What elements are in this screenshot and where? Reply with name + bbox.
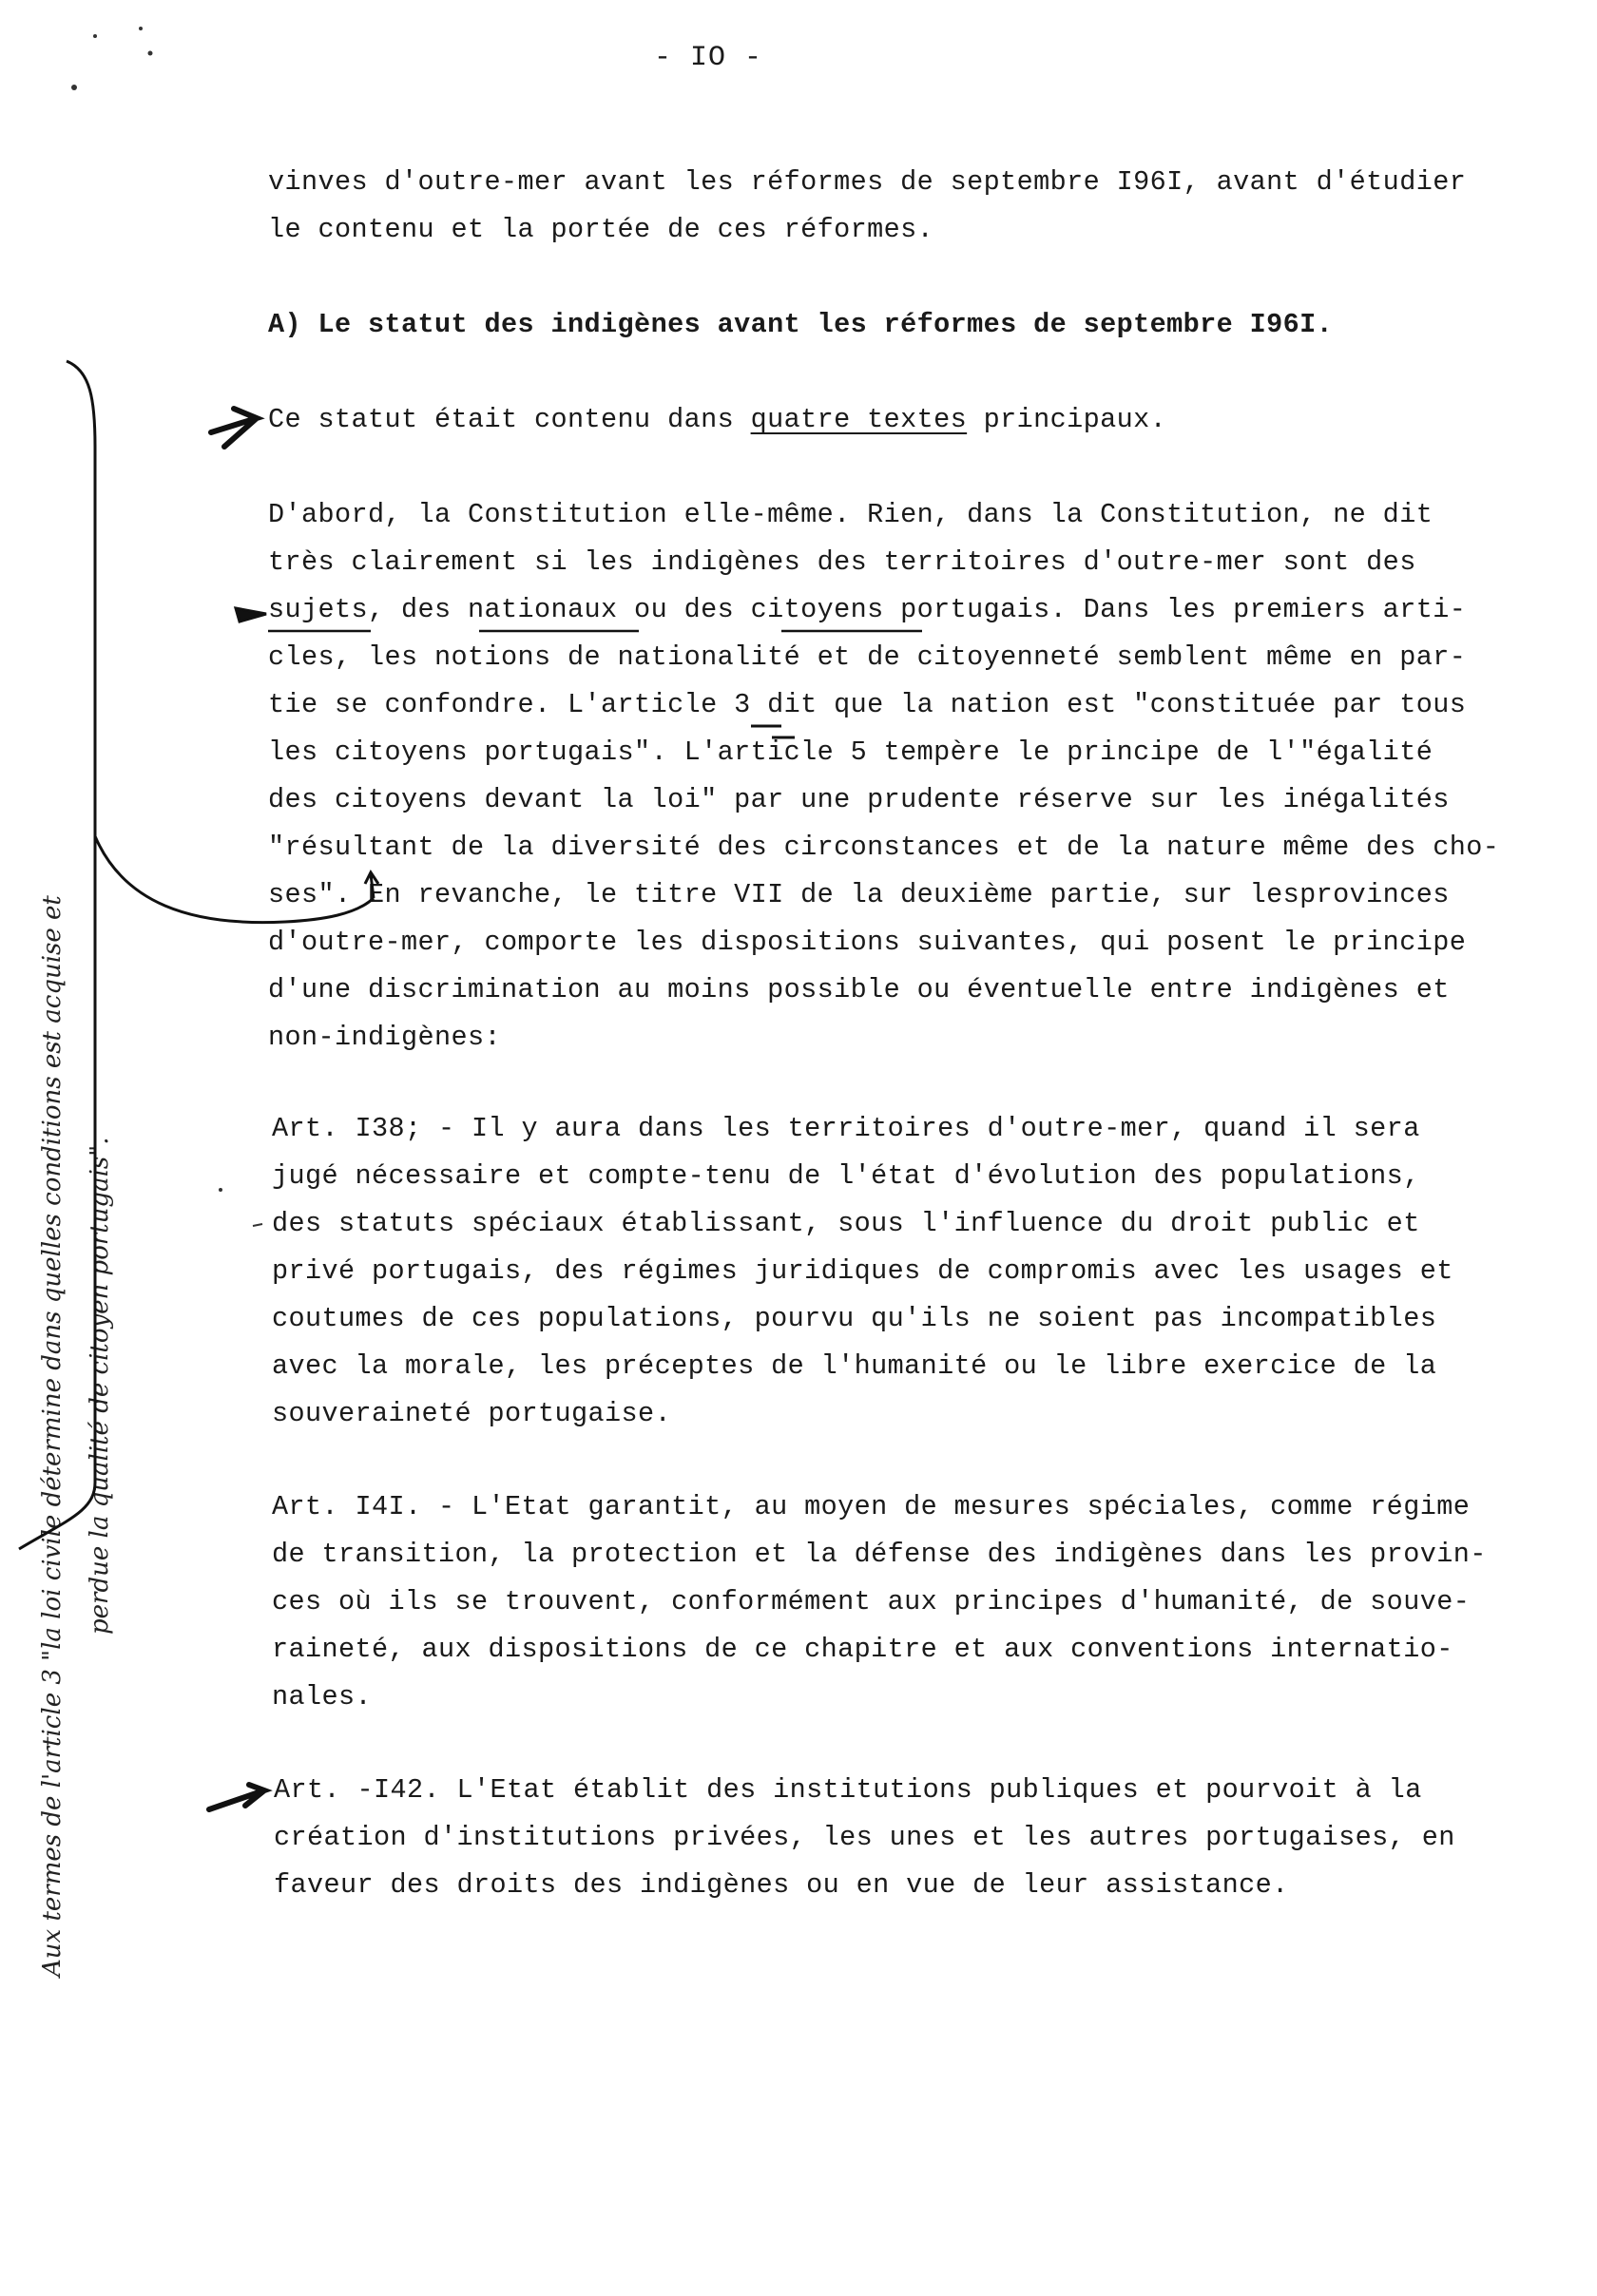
constitution-line: D'abord, la Constitution elle-même. Rien, dans la Constitution, ne dit (268, 499, 1433, 530)
margin-annotation-line-2: perdue la qualité de citoyen portugais". (86, 1137, 114, 1635)
article-142-line: Art. -I42. L'Etat établit des institutions publiques et pourvoit à la (274, 1774, 1422, 1806)
article-138-line: jugé nécessaire et compte-tenu de l'état d'évolution des populations, (272, 1160, 1420, 1192)
article-141-line: de transition, la protection et la défense des indigènes dans les provin- (272, 1539, 1487, 1570)
margin-bracket (19, 361, 95, 1549)
intro-line-2: le contenu et la portée de ces réformes. (268, 214, 934, 245)
statut-line-underlined: quatre textes (750, 404, 968, 435)
stray-mark (71, 85, 77, 90)
constitution-line: d'une discrimination au moins possible ou éventuelle entre indigènes et (268, 974, 1450, 1005)
constitution-line: cles, les notions de nationalité et de citoyenneté semblent même en par- (268, 641, 1467, 673)
constitution-line: d'outre-mer, comporte les dispositions suivantes, qui posent le principe (268, 927, 1467, 958)
stray-mark (253, 1224, 262, 1226)
constitution-line: ses". En revanche, le titre VII de la deuxième partie, sur lesprovinces (268, 879, 1450, 910)
connector-line (95, 836, 374, 923)
constitution-line: les citoyens portugais". L'article 5 tempère le principe de l'"égalité (268, 737, 1433, 768)
article-141-line: nales. (272, 1681, 373, 1712)
constitution-line: très clairement si les indigènes des territoires d'outre-mer sont des (268, 546, 1416, 578)
page-number: - IO - (653, 42, 763, 74)
stray-mark (148, 51, 153, 56)
arrow-icon (209, 1785, 264, 1809)
article-138-line: coutumes de ces populations, pourvu qu'ils ne soient pas incompatibles (272, 1303, 1437, 1334)
connector-arrowhead (365, 872, 378, 898)
margin-annotation-line-1: Aux termes de l'article 3 "la loi civile détermine dans quelles conditions est acquise et (38, 895, 67, 1977)
article-142-line: faveur des droits des indigènes ou en vue de leur assistance. (274, 1869, 1289, 1901)
article-141-line: ces où ils se trouvent, conformément aux principes d'humanité, de souve- (272, 1586, 1471, 1617)
statut-line-after: principaux. (967, 404, 1167, 435)
article-138-line: privé portugais, des régimes juridiques de compromis avec les usages et (272, 1255, 1453, 1287)
article-141-line: Art. I4I. - L'Etat garantit, au moyen de mesures spéciales, comme régime (272, 1491, 1471, 1522)
section-heading: A) Le statut des indigènes avant les réformes de septembre I96I. (268, 309, 1334, 340)
article-138-line: des statuts spéciaux établissant, sous l'influence du droit public et (272, 1208, 1420, 1239)
stray-mark (139, 27, 143, 30)
statut-line-before: Ce statut était contenu dans (268, 404, 751, 435)
constitution-line: "résultant de la diversité des circonstances et de la nature même des cho- (268, 832, 1500, 863)
arrow-icon (211, 409, 257, 447)
article-138-line: Art. I38; - Il y aura dans les territoires d'outre-mer, quand il sera (272, 1113, 1420, 1144)
stray-mark (93, 34, 97, 38)
arrow-icon (236, 608, 266, 622)
constitution-line: sujets, des nationaux ou des citoyens portugais. Dans les premiers arti- (268, 594, 1467, 625)
intro-line-1: vinves d'outre-mer avant les réformes de septembre I96I, avant d'étudier (268, 166, 1467, 198)
article-138-line: avec la morale, les préceptes de l'humanité ou le libre exercice de la (272, 1350, 1437, 1382)
article-142-line: création d'institutions privées, les unes et les autres portugaises, en (274, 1822, 1455, 1853)
stray-mark (219, 1188, 222, 1192)
constitution-line: des citoyens devant la loi" par une prudente réserve sur les inégalités (268, 784, 1450, 815)
article-141-line: raineté, aux dispositions de ce chapitre et aux conventions internatio- (272, 1634, 1453, 1665)
constitution-line: non-indigènes: (268, 1022, 502, 1053)
constitution-line: tie se confondre. L'article 3 dit que la nation est "constituée par tous (268, 689, 1467, 720)
article-138-line: souveraineté portugaise. (272, 1398, 672, 1429)
